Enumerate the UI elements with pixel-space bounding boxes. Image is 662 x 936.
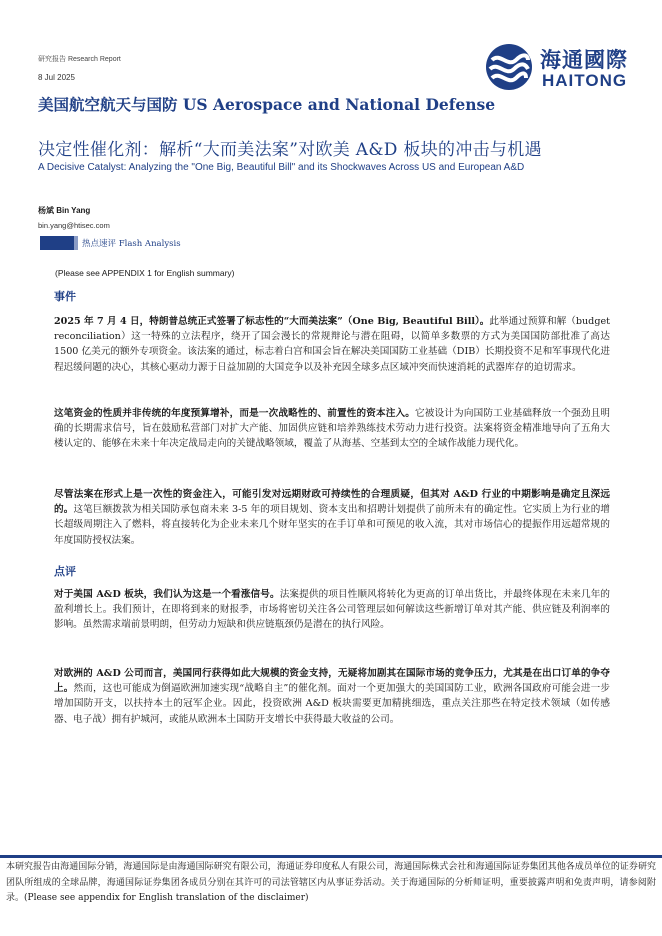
report-tag-bar xyxy=(40,236,74,250)
footer-divider xyxy=(0,855,662,858)
analyst-email[interactable]: bin.yang@htisec.com xyxy=(38,221,110,230)
event-paragraph-1-body: 此举通过预算和解（budget reconciliation）这一特殊的立法程序，绕开了国会漫长的常规辩论与潜在阻碍，以简单多数票的方式为美国国防部批准了高达 1500 亿美元的额外专项资金。该法案的通过，标志着白宫和国会旨在解决美国国防工业基础（DIB）长期投资不足和军事现代化进程迟缓问题的决心，其核心驱动力源于日益加剧的大国竞争以及补充因全球多点区域冲突而快速消耗的武器库存的迫切需求。 xyxy=(54,316,610,373)
comment-paragraph-2-body: 然而，这也可能成为倒逼欧洲加速实现“战略自主”的催化剂。面对一个更加强大的美国国防工业，欧洲各国政府可能会进一步增加国防开支，以扶持本土的冠军企业。因此，投资欧洲 A&D 板块需要更加精挑细选，重点关注那些在特定技术领域（如传感器、电子战）拥有护城河，或能从欧洲本土国防开支增长中获得最大收益的公司。 xyxy=(54,683,611,725)
sector-title: 美国航空航天与国防 US Aerospace and National Defense xyxy=(38,95,496,114)
event-paragraph-3-lead: 尽管法案在形式上是一次性的资金注入，可能引发对远期财政可持续性的合理质疑，但其对 A&D 行业的中期影响是确定且深远的。 xyxy=(54,489,610,516)
report-tag-bar-accent xyxy=(74,236,78,250)
comment-paragraph-1 xyxy=(54,587,610,633)
event-paragraph-2 xyxy=(54,406,610,452)
report-date: 8 Jul 2025 xyxy=(38,73,75,82)
comment-paragraph-1-lead: 对于美国 A&D 板块，我们认为这是一个看涨信号。 xyxy=(54,589,280,600)
report-title-chinese: 决定性催化剂：解析“大而美法案”对欧美 A&D 板块的冲击与机遇 xyxy=(38,140,542,160)
report-tag-label: 热点速评 Flash Analysis xyxy=(82,239,181,249)
event-paragraph-1-lead: 2025 年 7 月 4 日，特朗普总统正式签署了标志性的“大而美法案”（One Big, Beautiful Bill）。 xyxy=(54,316,490,327)
event-paragraph-2-body: 它被设计为向国防工业基础释放一个强劲且明确的长期需求信号，旨在鼓励私营部门对扩大产能、加固供应链和培养熟练技术劳动力进行投资。法案将资金精准地导向了五角大楼认定的、能够在未来十年决定战局走向的关键战略领域，覆盖了从海基、空基到太空的全域作战能力现代化。 xyxy=(54,408,611,450)
appendix-note: (Please see APPENDIX 1 for English summary) xyxy=(55,268,235,278)
haitong-emblem-icon xyxy=(484,42,534,92)
event-paragraph-3 xyxy=(54,487,610,548)
report-type-label: 研究报告 Research Report xyxy=(38,56,121,63)
analyst-name: 杨斌 Bin Yang xyxy=(38,206,91,215)
report-title-english: A Decisive Catalyst: Analyzing the "One Big, Beautiful Bill" and its Shockwaves Across US and European A&D xyxy=(38,162,525,173)
event-paragraph-1 xyxy=(54,314,610,375)
haitong-logo xyxy=(484,42,634,94)
comment-paragraph-1-body: 法案提供的项目性顺风将转化为更高的订单出货比，并最终体现在未来几年的盈利增长上。我们预计，在即将到来的财报季，市场将密切关注各公司管理层如何解读这些新增订单对其产能、供应链及利润率的影响。虽然需求端前景明朗，但劳动力短缺和供应链瓶颈仍是潜在的执行风险。 xyxy=(54,589,611,631)
section-heading-comment: 点评 xyxy=(54,565,76,578)
section-heading-event: 事件 xyxy=(54,290,76,303)
logo-chinese-text: 海通國際 xyxy=(540,49,628,72)
event-paragraph-3-body: 这笔巨额拨款为相关国防承包商未来 3-5 年的项目规划、资本支出和招聘计划提供了前所未有的确定性。它实质上为行业的增长超级周期注入了燃料，将直接转化为企业未来几个财年坚实的在手订单和可预见的收入流，其对市场信心的提振作用远超常规的年度国防授权法案。 xyxy=(54,504,611,546)
event-paragraph-2-lead: 这笔资金的性质并非传统的年度预算增补，而是一次战略性的、前置性的资本注入。 xyxy=(54,408,416,419)
logo-english-text: HAITONG xyxy=(542,71,628,90)
comment-paragraph-2 xyxy=(54,666,610,727)
comment-paragraph-2-lead: 对欧洲的 A&D 公司而言，美国同行获得如此大规模的资金支持，无疑将加剧其在国际市场的竞争压力，尤其是在出口订单的争夺上。 xyxy=(54,668,610,695)
footer-disclaimer: 本研究报告由海通国际分销，海通国际是由海通国际研究有限公司，海通证券印度私人有限公司，海通国际株式会社和海通国际证券集团其他各成员单位的证券研究团队所组成的全球品牌，海通国际证券集团各成员分别在其许可的司法管辖区内从事证券活动。关于海通国际的分析师证明，重要披露声明和免责声明，请参阅附录。(Please see appendix for English translation of the disclaimer) xyxy=(6,862,656,903)
